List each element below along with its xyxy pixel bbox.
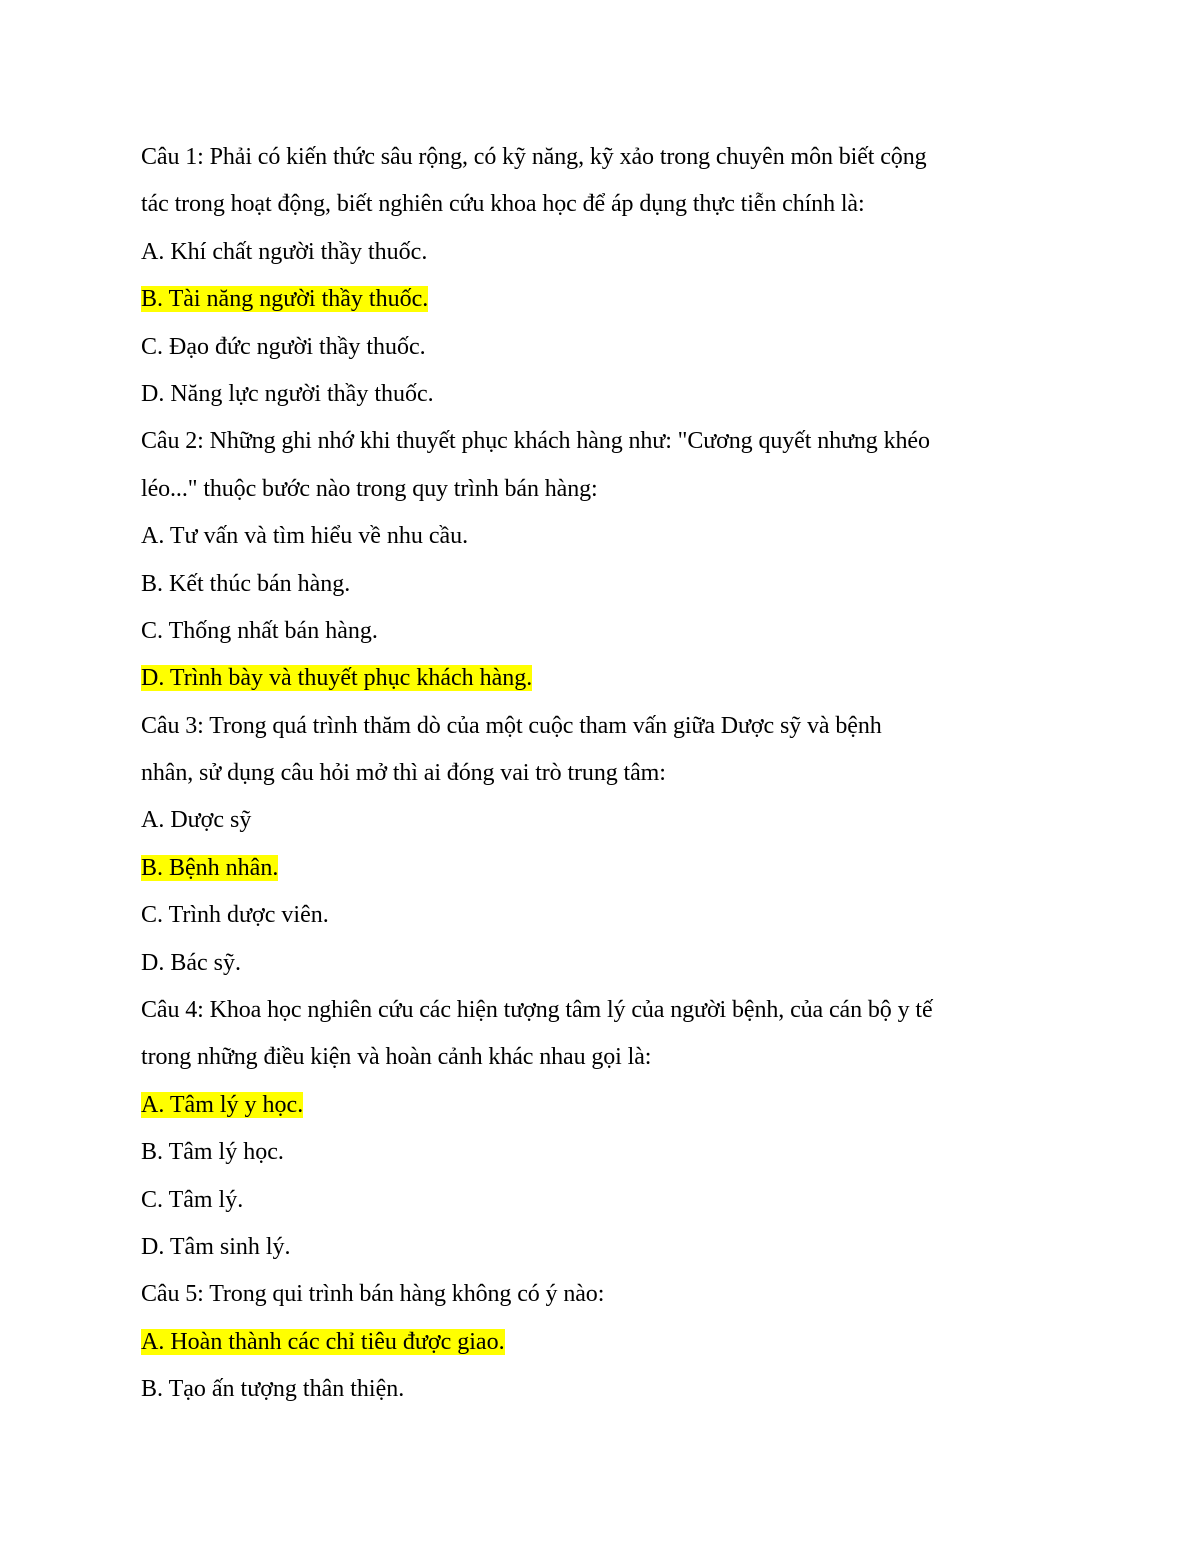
answer-option-highlighted	[141, 655, 1071, 702]
answer-option-text: C. Thống nhất bán hàng.	[141, 617, 378, 644]
answer-option	[141, 561, 1071, 608]
answer-option-highlighted	[141, 1082, 1071, 1129]
answer-option	[141, 513, 1071, 560]
answer-option-text: D. Trình bày và thuyết phục khách hàng.	[141, 665, 533, 692]
answer-option	[141, 1366, 1071, 1413]
question-text-line: léo..." thuộc bước nào trong quy trình bán hàng:	[141, 475, 598, 502]
answer-option	[141, 1224, 1071, 1271]
answer-option-text: B. Tâm lý học.	[141, 1139, 284, 1166]
answer-option	[141, 324, 1071, 371]
answer-option-text: B. Bệnh nhân.	[141, 854, 279, 881]
answer-option-highlighted	[141, 845, 1071, 892]
question-1	[141, 134, 1071, 229]
answer-option-text: B. Kết thúc bán hàng.	[141, 570, 351, 597]
question-3	[141, 703, 1071, 798]
answer-option-text: A. Tư vấn và tìm hiểu về nhu cầu.	[141, 523, 469, 550]
question-4	[141, 987, 1071, 1082]
answer-option	[141, 371, 1071, 418]
answer-option-text: A. Khí chất người thầy thuốc.	[141, 238, 428, 265]
answer-option	[141, 797, 1071, 844]
answer-option-text: B. Tạo ấn tượng thân thiện.	[141, 1376, 405, 1403]
answer-option-highlighted	[141, 1319, 1071, 1366]
answer-option-text: A. Hoàn thành các chỉ tiêu được giao.	[141, 1328, 505, 1355]
question-5	[141, 1271, 1071, 1318]
document-page	[141, 134, 1071, 1414]
question-text-line: Câu 3: Trong quá trình thăm dò của một cuộc tham vấn giữa Dược sỹ và bệnh	[141, 712, 882, 739]
answer-option-highlighted	[141, 276, 1071, 323]
answer-option-text: D. Bác sỹ.	[141, 949, 241, 976]
answer-option	[141, 1129, 1071, 1176]
answer-option-text: B. Tài năng người thầy thuốc.	[141, 286, 429, 313]
question-2	[141, 418, 1071, 513]
answer-option-text: A. Tâm lý y học.	[141, 1091, 304, 1118]
answer-option	[141, 1177, 1071, 1224]
answer-option-text: C. Đạo đức người thầy thuốc.	[141, 333, 426, 360]
answer-option-text: D. Tâm sinh lý.	[141, 1233, 291, 1260]
question-text-line: Câu 1: Phải có kiến thức sâu rộng, có kỹ năng, kỹ xảo trong chuyên môn biết cộng	[141, 144, 927, 170]
answer-option	[141, 608, 1071, 655]
question-text-line: Câu 4: Khoa học nghiên cứu các hiện tượng tâm lý của người bệnh, của cán bộ y tế	[141, 997, 933, 1024]
answer-option-text: D. Năng lực người thầy thuốc.	[141, 380, 434, 407]
answer-option	[141, 940, 1071, 987]
question-text-line: nhân, sử dụng câu hỏi mở thì ai đóng vai trò trung tâm:	[141, 760, 666, 787]
question-text-line: tác trong hoạt động, biết nghiên cứu khoa học để áp dụng thực tiễn chính là:	[141, 191, 865, 218]
question-text-line: Câu 5: Trong qui trình bán hàng không có ý nào:	[141, 1281, 605, 1308]
question-text-line: trong những điều kiện và hoàn cảnh khác nhau gọi là:	[141, 1044, 652, 1071]
answer-option	[141, 229, 1071, 276]
answer-option-text: A. Dược sỹ	[141, 807, 252, 834]
answer-option-text: C. Tâm lý.	[141, 1186, 244, 1213]
answer-option	[141, 892, 1071, 939]
answer-option-text: C. Trình dược viên.	[141, 902, 329, 929]
question-text-line: Câu 2: Những ghi nhớ khi thuyết phục khách hàng như: "Cương quyết nhưng khéo	[141, 428, 930, 455]
